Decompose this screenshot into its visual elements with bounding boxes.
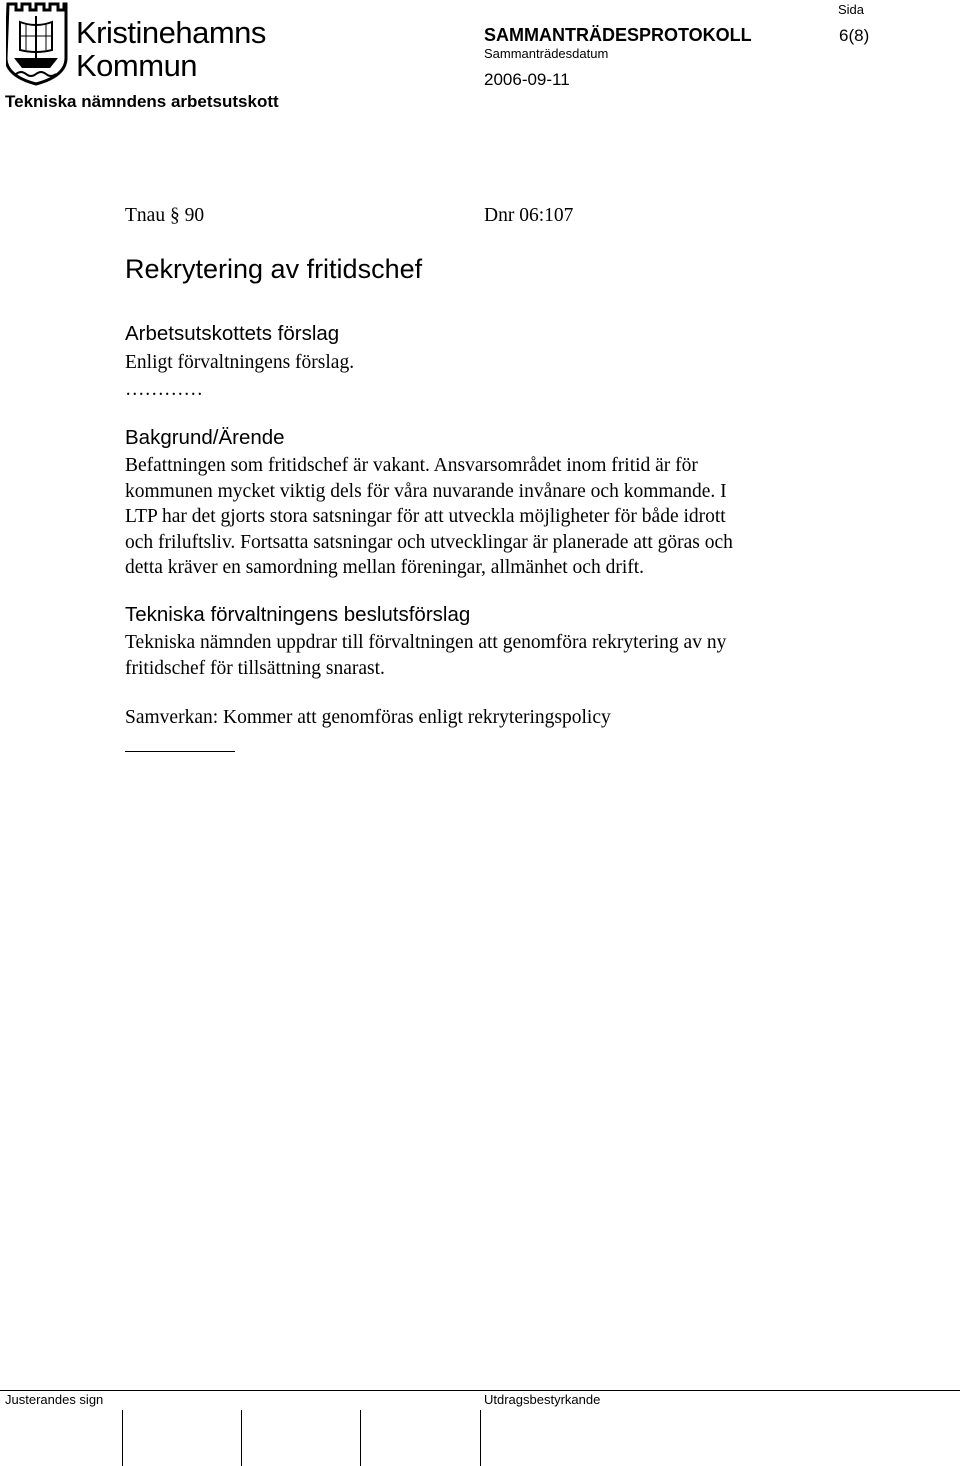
diary-number: Dnr 06:107	[484, 205, 574, 226]
footer-rule	[0, 1390, 960, 1391]
proposal-text: Enligt förvaltningens förslag.	[125, 352, 355, 373]
cooperation-note: Samverkan: Kommer att genomföras enligt rekryteringspolicy	[125, 707, 611, 728]
text-line: och friluftsliv. Fortsatta satsningar och utvecklingar är planerade att göras och	[125, 531, 733, 553]
signature-box-divider	[241, 1410, 242, 1466]
logo-wordmark-line2: Kommun	[76, 48, 198, 83]
signature-label: Justerandes sign	[5, 1392, 104, 1407]
signature-box-divider	[480, 1410, 481, 1466]
document-type: SAMMANTRÄDESPROTOKOLL	[484, 25, 752, 45]
page-label: Sida	[838, 2, 865, 17]
logo-wordmark-line1: Kristinehamns	[76, 15, 266, 50]
background-text	[125, 453, 825, 581]
municipality-logo	[6, 2, 266, 88]
separator-line	[125, 751, 235, 752]
text-line: Tekniska nämnden uppdrar till förvaltningen att genomföra rekrytering av ny	[125, 632, 727, 653]
item-title: Rekrytering av fritidschef	[125, 254, 423, 284]
proposal-heading: Arbetsutskottets förslag	[125, 322, 340, 345]
ship-crest-icon	[6, 2, 68, 86]
text-line: Befattningen som fritidschef är vakant. Ansvarsområdet inom fritid är för	[125, 455, 698, 476]
text-line: kommunen mycket viktig dels för våra nuvarande invånare och kommande. I	[125, 480, 727, 502]
paragraph-reference: Tnau § 90	[125, 205, 205, 226]
background-heading: Bakgrund/Ärende	[125, 426, 285, 449]
signature-box-divider	[122, 1410, 123, 1466]
meeting-date: 2006-09-11	[484, 70, 570, 89]
signature-box-divider	[360, 1410, 361, 1466]
decision-text	[125, 630, 825, 681]
meeting-date-label: Sammanträdesdatum	[484, 46, 609, 61]
extract-certification-label: Utdragsbestyrkande	[484, 1392, 601, 1407]
dot-leader: …………	[125, 379, 203, 400]
text-line: fritidschef för tillsättning snarast.	[125, 657, 385, 679]
text-line: detta kräver en samordning mellan föreningar, allmänhet och drift.	[125, 557, 645, 578]
page-number: 6(8)	[839, 26, 870, 45]
decision-heading: Tekniska förvaltningens beslutsförslag	[125, 603, 471, 626]
text-line: LTP har det gjorts stora satsningar för att utveckla möjligheter för både idrott	[125, 506, 726, 527]
organization-name: Tekniska nämndens arbetsutskott	[5, 92, 279, 111]
